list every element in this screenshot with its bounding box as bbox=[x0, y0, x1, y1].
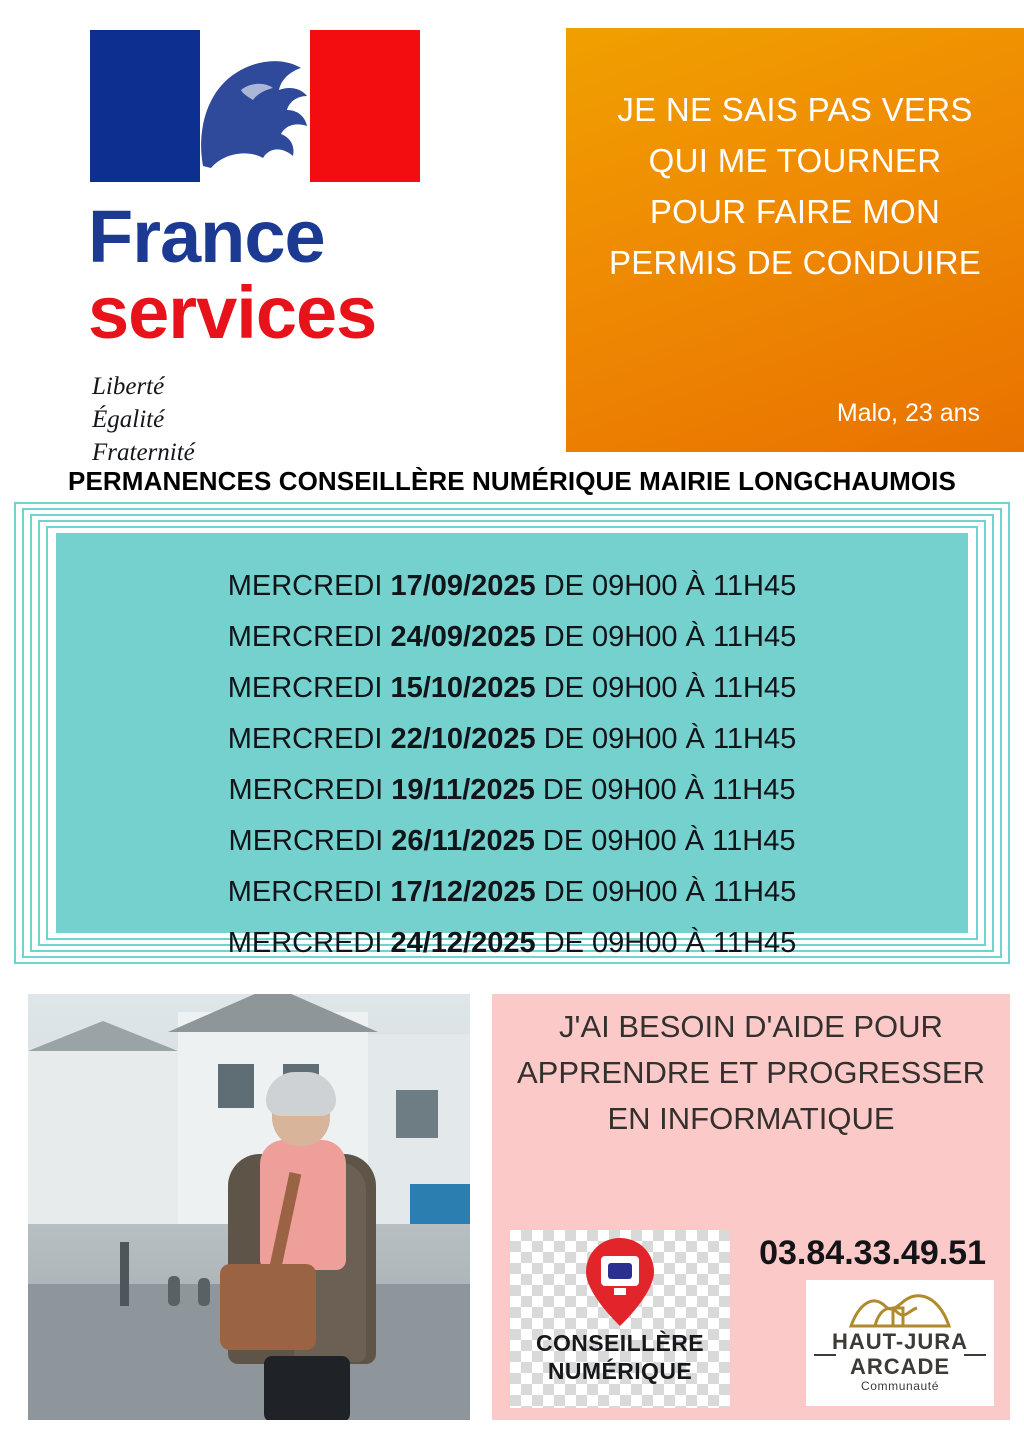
schedule-day: MERCREDI bbox=[227, 876, 383, 908]
logo-word-france: France bbox=[88, 195, 325, 278]
schedule-date: 15/10/2025 bbox=[390, 672, 536, 704]
schedule-row bbox=[56, 816, 968, 867]
republic-motto bbox=[92, 370, 195, 469]
motto-line-liberte: Liberté bbox=[92, 373, 165, 400]
conseillere-numerique-label bbox=[510, 1330, 730, 1385]
schedule-row bbox=[56, 612, 968, 663]
schedule-day: MERCREDI bbox=[227, 723, 383, 755]
map-pin-icon bbox=[583, 1236, 657, 1328]
schedule-time: DE 09H00 À 11H45 bbox=[543, 876, 797, 908]
header-section bbox=[0, 0, 1024, 466]
schedule-row bbox=[56, 663, 968, 714]
france-services-logo bbox=[80, 30, 500, 466]
divider bbox=[964, 1354, 986, 1356]
testimonial-quote-box bbox=[566, 28, 1024, 452]
schedule-row bbox=[56, 714, 968, 765]
photo-bollard bbox=[168, 1276, 180, 1306]
schedule-date: 24/09/2025 bbox=[390, 621, 536, 653]
cn-line-2: NUMÉRIQUE bbox=[547, 1357, 693, 1384]
schedule-day: MERCREDI bbox=[228, 825, 384, 857]
motto-line-egalite: Égalité bbox=[92, 406, 165, 433]
photo-window bbox=[396, 1090, 438, 1138]
cn-line-1: CONSEILLÈRE bbox=[536, 1330, 704, 1356]
schedule-time: DE 09H00 À 11H45 bbox=[543, 723, 797, 755]
schedule-date: 24/12/2025 bbox=[390, 927, 536, 959]
conseillere-numerique-logo bbox=[510, 1230, 730, 1408]
schedule-day: MERCREDI bbox=[227, 672, 383, 704]
logo-word-services: services bbox=[88, 271, 377, 354]
schedule-day: MERCREDI bbox=[228, 774, 384, 806]
schedule-row bbox=[56, 561, 968, 612]
help-text: J'AI BESOIN D'AIDE POUR APPRENDRE ET PROGRESSER EN INFORMATIQUE bbox=[517, 1009, 985, 1136]
photo-person-bag bbox=[220, 1264, 316, 1350]
schedule-time: DE 09H00 À 11H45 bbox=[543, 672, 797, 704]
haut-jura-arcade-logo bbox=[806, 1280, 994, 1406]
schedule-date: 22/10/2025 bbox=[390, 723, 536, 755]
photo-roof bbox=[168, 994, 378, 1032]
quote-text: JE NE SAIS PAS VERS QUI ME TOURNER POUR FAIRE MON PERMIS DE CONDUIRE bbox=[608, 91, 982, 282]
schedule-row bbox=[56, 918, 968, 969]
french-flag-icon bbox=[90, 30, 420, 182]
arcade-line-2: ARCADE bbox=[849, 1353, 951, 1379]
help-panel bbox=[492, 994, 1010, 1420]
schedule-date: 26/11/2025 bbox=[391, 825, 535, 857]
motto-line-fraternite: Fraternité bbox=[92, 439, 195, 466]
quote-author: Malo, 23 ans bbox=[836, 399, 980, 427]
schedule-date: 17/12/2025 bbox=[390, 876, 536, 908]
arcade-line-1: HAUT-JURA bbox=[831, 1329, 969, 1354]
phone-number[interactable]: 03.84.33.49.51 bbox=[759, 1234, 986, 1272]
schedule-row bbox=[56, 867, 968, 918]
divider bbox=[814, 1354, 836, 1356]
photo-person-hair bbox=[266, 1072, 336, 1116]
schedule-date: 19/11/2025 bbox=[391, 774, 535, 806]
schedule-date: 17/09/2025 bbox=[390, 570, 536, 602]
arcade-subtitle: Communauté bbox=[860, 1379, 940, 1394]
schedule-list bbox=[56, 533, 968, 959]
schedule-row bbox=[56, 765, 968, 816]
schedule-day: MERCREDI bbox=[227, 927, 383, 959]
photo-house-left bbox=[28, 1049, 181, 1224]
schedule-day: MERCREDI bbox=[227, 621, 383, 653]
photo-window bbox=[218, 1064, 254, 1108]
schedule-time: DE 09H00 À 11H45 bbox=[542, 825, 796, 857]
marianne-profile-icon bbox=[185, 38, 335, 178]
schedule-day: MERCREDI bbox=[227, 570, 383, 602]
schedule-time: DE 09H00 À 11H45 bbox=[543, 570, 797, 602]
photo-bollard bbox=[198, 1278, 210, 1306]
schedule-time: DE 09H00 À 11H45 bbox=[542, 774, 796, 806]
photo-street-post bbox=[120, 1242, 129, 1306]
schedule-time: DE 09H00 À 11H45 bbox=[543, 621, 797, 653]
page-title: PERMANENCES CONSEILLÈRE NUMÉRIQUE MAIRIE LONGCHAUMOIS bbox=[68, 466, 956, 496]
schedule-time: DE 09H00 À 11H45 bbox=[543, 927, 797, 959]
street-photo bbox=[28, 994, 470, 1420]
photo-person-legs bbox=[264, 1356, 350, 1420]
schedule-panel bbox=[14, 502, 1010, 964]
mountains-icon bbox=[845, 1284, 955, 1330]
